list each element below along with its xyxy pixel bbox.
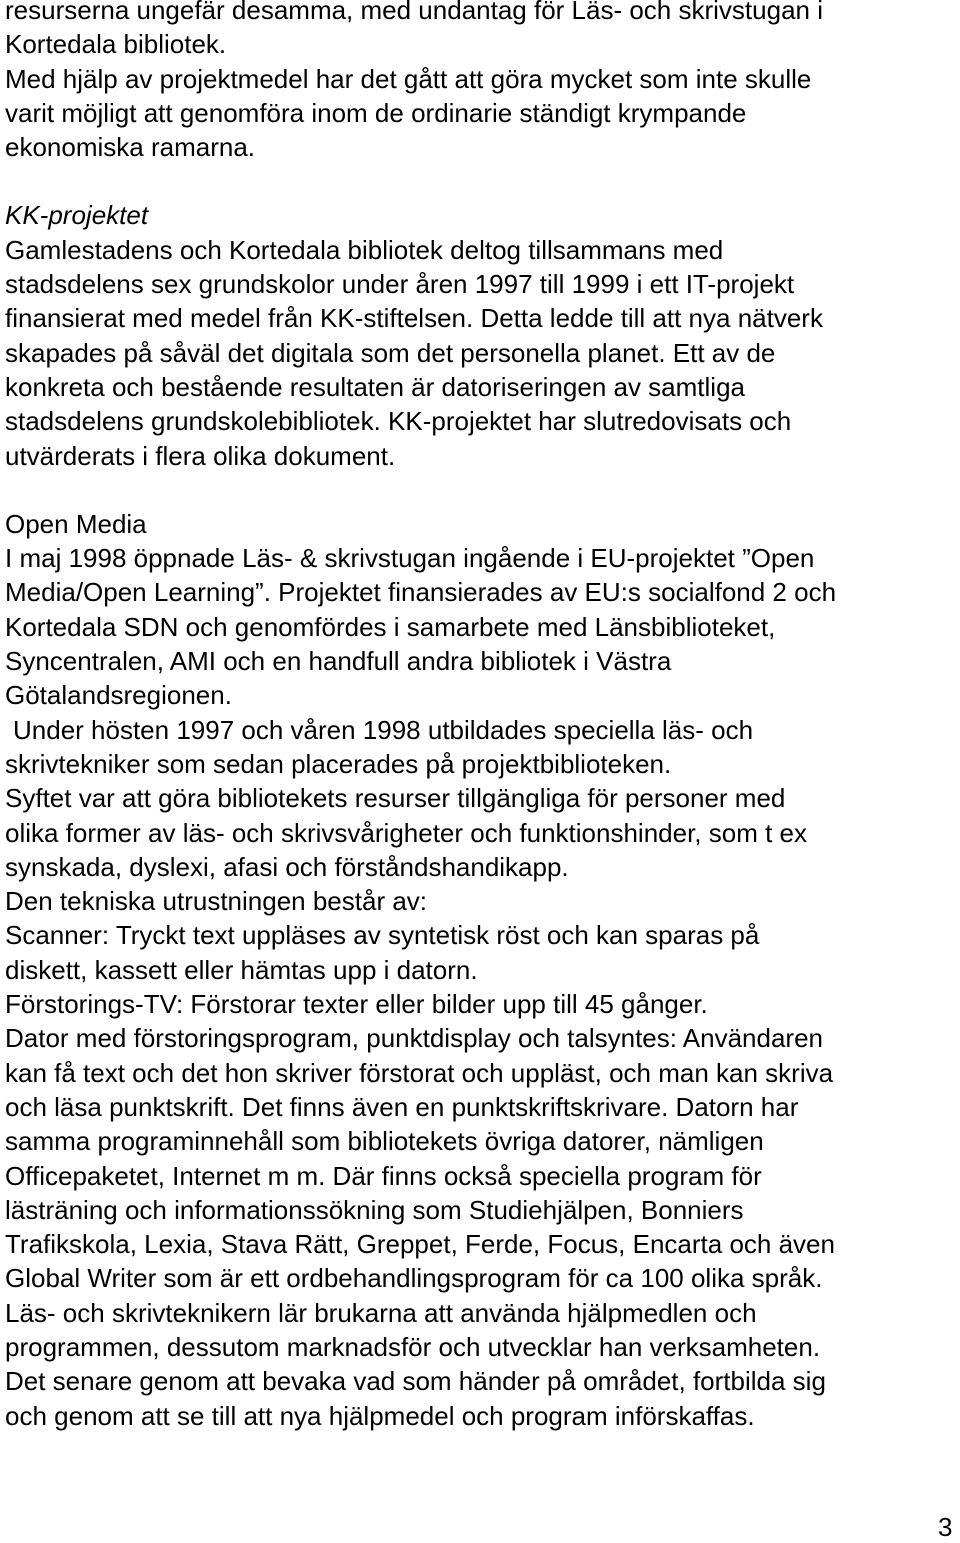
- text-line: Kortedala SDN och genomfördes i samarbete med Länsbiblioteket,: [5, 611, 776, 642]
- page-number: 3: [938, 1512, 953, 1542]
- text-line: samma programinnehåll som bibliotekets övriga datorer, nämligen: [5, 1126, 764, 1157]
- text-line: och genom att se till att nya hjälpmedel och program införskaffas.: [5, 1400, 755, 1431]
- text-line: olika former av läs- och skrivsvårigheter och funktionshinder, som t ex: [5, 817, 808, 848]
- text-line: konkreta och bestående resultaten är datoriseringen av samtliga: [5, 371, 745, 402]
- text-line: varit möjligt att genomföra inom de ordinarie ständigt krympande: [5, 97, 747, 128]
- text-line: Kortedala bibliotek.: [5, 29, 227, 60]
- paragraph-gap: [5, 164, 955, 198]
- text-line: Förstorings-TV: Förstorar texter eller bilder upp till 45 gånger.: [5, 989, 708, 1020]
- open-media-heading: Open Media: [5, 508, 147, 539]
- text-line: finansierat med medel från KK-stiftelsen. Detta ledde till att nya nätverk: [5, 303, 823, 334]
- text-line: Scanner: Tryckt text uppläses av syntetisk röst och kan sparas på: [5, 920, 760, 951]
- text-line: skrivtekniker som sedan placerades på projektbiblioteken.: [5, 748, 672, 779]
- text-line: Under hösten 1997 och våren 1998 utbildades speciella läs- och: [13, 714, 754, 745]
- text-line: Den tekniska utrustningen består av:: [5, 886, 428, 917]
- intro-paragraph: [5, 0, 955, 164]
- text-line: synskada, dyslexi, afasi och förståndshandikapp.: [5, 851, 569, 882]
- text-line: Götalandsregionen.: [5, 680, 232, 711]
- text-line: Trafikskola, Lexia, Stava Rätt, Greppet, Ferde, Focus, Encarta och även: [5, 1229, 835, 1260]
- text-line: och läsa punktskrift. Det finns även en punktskriftskrivare. Datorn har: [5, 1091, 799, 1122]
- text-line: stadsdelens sex grundskolor under åren 1997 till 1999 i ett IT-projekt: [5, 269, 795, 300]
- text-line: Media/Open Learning”. Projektet finansierades av EU:s socialfond 2 och: [5, 577, 837, 608]
- text-line: Gamlestadens och Kortedala bibliotek deltog tillsammans med: [5, 234, 724, 265]
- text-line: programmen, dessutom marknadsför och utvecklar han verksamheten.: [5, 1331, 821, 1362]
- paragraph-gap: [5, 473, 955, 507]
- text-line: Med hjälp av projektmedel har det gått att göra mycket som inte skulle: [5, 63, 812, 94]
- text-line: ekonomiska ramarna.: [5, 132, 255, 163]
- text-line: utvärderats i flera olika dokument.: [5, 440, 396, 471]
- text-line: Officepaketet, Internet m m. Där finns också speciella program för: [5, 1160, 762, 1191]
- text-line: I maj 1998 öppnade Läs- & skrivstugan ingående i EU-projektet ”Open: [5, 543, 815, 574]
- text-line: diskett, kassett eller hämtas upp i datorn.: [5, 954, 478, 985]
- kk-heading: KK-projektet: [5, 200, 149, 231]
- text-line: resurserna ungefär desamma, med undantag för Läs- och skrivstugan i: [5, 0, 823, 25]
- document-page: [5, 0, 955, 1433]
- text-line: skapades på såväl det digitala som det personella planet. Ett av de: [5, 337, 776, 368]
- text-line: kan få text och det hon skriver förstorat och uppläst, och man kan skriva: [5, 1057, 834, 1088]
- open-media-section: [5, 507, 955, 1433]
- text-line: Syncentralen, AMI och en handfull andra bibliotek i Västra: [5, 646, 672, 677]
- text-line: Dator med förstoringsprogram, punktdisplay och talsyntes: Användaren: [5, 1023, 823, 1054]
- text-line: stadsdelens grundskolebibliotek. KK-projektet har slutredovisats och: [5, 406, 792, 437]
- text-line: Läs- och skrivteknikern lär brukarna att använda hjälpmedlen och: [5, 1297, 757, 1328]
- text-line: Det senare genom att bevaka vad som händer på området, fortbilda sig: [5, 1366, 826, 1397]
- kk-section: [5, 198, 955, 472]
- text-line: lästräning och informationssökning som Studiehjälpen, Bonniers: [5, 1194, 744, 1225]
- text-line: Syftet var att göra bibliotekets resurser tillgängliga för personer med: [5, 783, 786, 814]
- text-line: Global Writer som är ett ordbehandlingsprogram för ca 100 olika språk.: [5, 1263, 823, 1294]
